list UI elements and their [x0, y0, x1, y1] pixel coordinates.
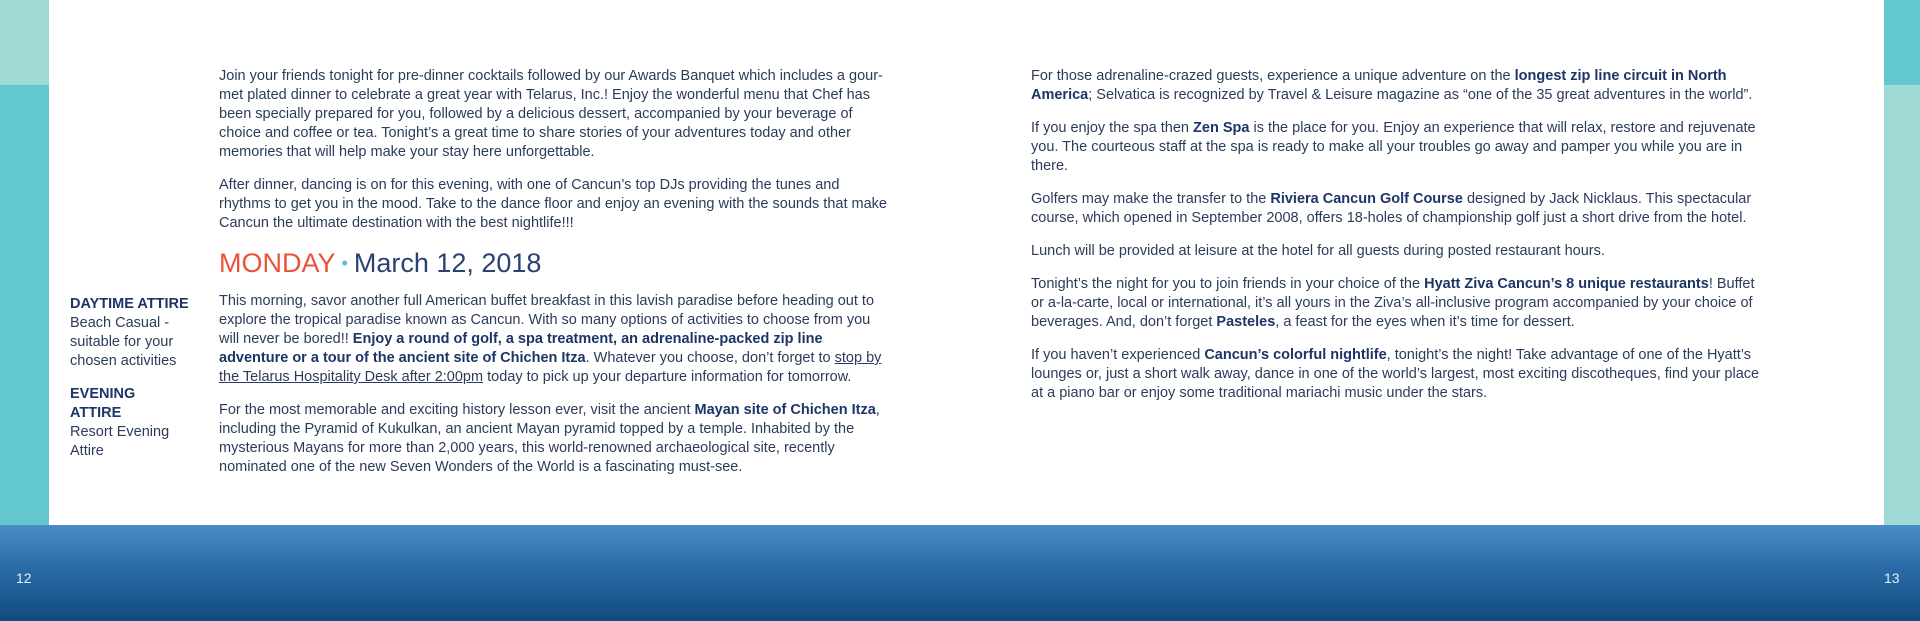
evening-attire-value: Resort Evening Attire — [70, 424, 170, 459]
attire-sidebar — [70, 295, 190, 475]
golf-paragraph — [1031, 190, 1771, 228]
p2-bold: Zen Spa — [1193, 120, 1250, 136]
intro-paragraph-2: After dinner, dancing is on for this evening, with one of Cancun’s top DJs providing the tunes and rhythms to get you in the mood. Take to the dance floor and enjoy an evening with the sounds that make Cancun the ultimate destination with the best nightlife!!! — [219, 177, 887, 231]
p3-bold: Riviera Cancun Golf Course — [1270, 191, 1463, 207]
monday-p2-bold: Mayan site of Chichen Itza — [694, 402, 876, 418]
daytime-attire — [70, 295, 190, 371]
right-page-column — [1031, 67, 1771, 417]
monday-p1-text-c: today to pick up your departure information for tomorrow. — [483, 369, 852, 385]
p6-bold: Cancun’s colorful nightlife — [1204, 347, 1387, 363]
monday-p1-text-b: . Whatever you choose, don’t forget to — [585, 350, 835, 366]
p1-text-b: ; Selvatica is recognized by Travel & Leisure magazine as “one of the 35 great adventures in the world”. — [1088, 87, 1753, 103]
p5-text-b: ! Buffet or a-la-carte, local or international, it’s all yours in the Ziva’s all-inclusive program accompanied by your choice of beverages. And, don’t forget — [1031, 276, 1755, 330]
daytime-attire-value: Beach Casual - suitable for your chosen activities — [70, 315, 177, 369]
hospitality-desk-note: stop by the Telarus Hospitality Desk after 2:00pm — [219, 350, 882, 385]
p3-text-a: Golfers may make the transfer to the — [1031, 191, 1271, 207]
day-separator-dot: • — [341, 253, 348, 273]
p2-text-a: If you enjoy the spa then — [1031, 120, 1194, 136]
spa-paragraph — [1031, 119, 1771, 176]
monday-p2-text-a: For the most memorable and exciting history lesson ever, visit the ancient — [219, 402, 695, 418]
right-edge-strip-top — [1884, 0, 1920, 85]
right-edge-strip-bottom — [1884, 85, 1920, 525]
left-page-column — [219, 67, 889, 491]
monday-p1-text-a: This morning, savor another full American buffet breakfast in this lavish paradise before heading out to explore the tropical paradise known as Cancun. With so many options of activities to choose from you will never be bored!! — [219, 293, 875, 347]
monday-p2-text-b: , including the Pyramid of Kukulkan, an ancient Mayan pyramid topped by a temple. Inhabited by the mysterious Mayans for more than 2,000 years, this world-renowned archaeological site, recently nominated one of the new Seven Wonders of the World is a fascinating must-see. — [219, 402, 880, 475]
footer-band — [0, 525, 1920, 621]
p5-bold-2: Pasteles — [1216, 314, 1276, 330]
p6-text-b: , tonight’s the night! Take advantage of one of the Hyatt’s lounges or, just a short walk away, dance in one of the world’s largest, most exciting discotheques, find your place at a piano bar or enjoy some traditional mariachi music under the stars. — [1031, 347, 1760, 401]
lunch-paragraph: Lunch will be provided at leisure at the hotel for all guests during posted restaurant hours. — [1031, 243, 1605, 259]
p3-text-b: designed by Jack Nicklaus. This spectacular course, which opened in September 2008, offers 18-holes of championship golf just a short drive from the hotel. — [1031, 191, 1752, 226]
monday-paragraph-2 — [219, 401, 889, 477]
nightlife-paragraph — [1031, 346, 1771, 403]
evening-attire-label: EVENING ATTIRE — [70, 386, 136, 421]
monday-paragraph-1 — [219, 292, 889, 387]
day-weekday: MONDAY — [219, 248, 336, 278]
p5-bold: Hyatt Ziva Cancun’s 8 unique restaurants — [1424, 276, 1709, 292]
p6-text-a: If you haven’t experienced — [1031, 347, 1205, 363]
zipline-paragraph — [1031, 67, 1771, 105]
page-number-right: 13 — [1884, 570, 1900, 586]
p5-text-c: , a feast for the eyes when it’s time for dessert. — [1275, 314, 1575, 330]
page-number-left: 12 — [16, 570, 32, 586]
left-edge-strip-top — [0, 0, 49, 85]
p2-text-b: is the place for you. Enjoy an experience that will relax, restore and rejuvenate you. The courteous staff at the spa is ready to make all your troubles go away and pamper you while you are in there. — [1031, 120, 1756, 174]
left-edge-strip-bottom — [0, 85, 49, 525]
p5-text-a: Tonight’s the night for you to join friends in your choice of the — [1031, 276, 1425, 292]
day-heading — [219, 247, 889, 282]
daytime-attire-label: DAYTIME ATTIRE — [70, 296, 189, 312]
p1-text-a: For those adrenaline-crazed guests, experience a unique adventure on the — [1031, 68, 1515, 84]
p1-bold: longest zip line circuit in North America — [1031, 68, 1727, 103]
monday-p1-bold: Enjoy a round of golf, a spa treatment, an adrenaline-packed zip line adventure or a tour of the ancient site of Chichen Itza — [219, 331, 823, 366]
intro-paragraph-1: Join your friends tonight for pre-dinner cocktails followed by our Awards Banquet which includes a gour-met plated dinner to celebrate a great year with Telarus, Inc.! Enjoy the wonderful menu that Chef has been specially prepared for you, followed by a delicious dessert, accompanied by your beverage of choice and coffee or tea. Tonight’s a great time to share stories of your adventures today and other memories that will help make your stay here unforgettable. — [219, 68, 883, 160]
restaurants-paragraph — [1031, 275, 1771, 332]
evening-attire — [70, 385, 190, 461]
day-date: March 12, 2018 — [353, 248, 542, 278]
